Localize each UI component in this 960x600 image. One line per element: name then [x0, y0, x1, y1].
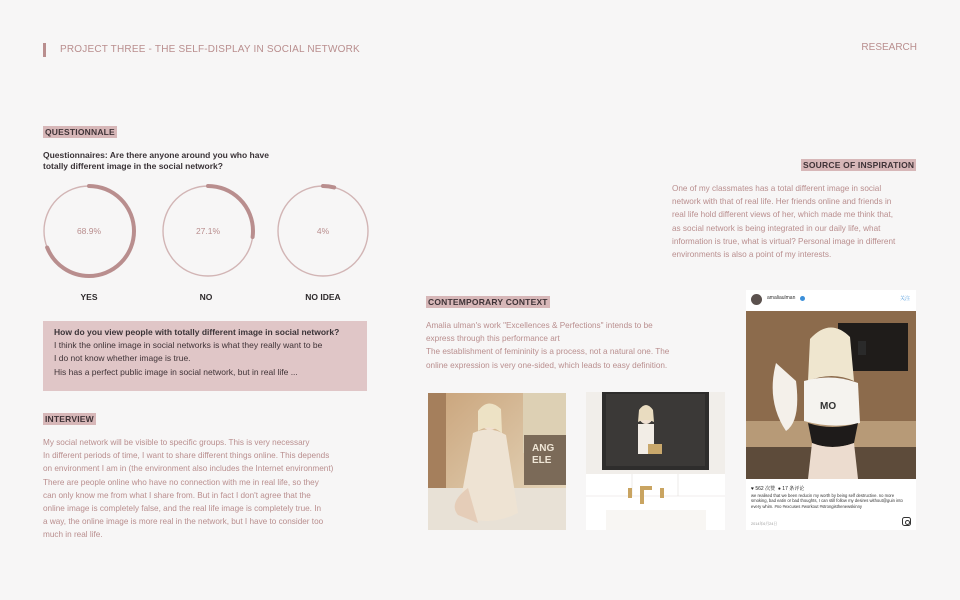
inspiration-line: information is true, what is virtual? Personal image in different — [672, 236, 896, 246]
interview-line: can only know me from what I share from. But in fact I don't agree that the — [43, 490, 311, 500]
inspiration-line: One of my classmates has a total different image in social — [672, 184, 882, 193]
ring-percent-no: 27.1% — [195, 226, 221, 236]
context-tag: CONTEMPORARY CONTEXT — [428, 297, 548, 307]
inspiration-line: environments is also a point of my interests. — [672, 250, 832, 260]
context-line: express through this performance art — [426, 334, 560, 344]
ring-percent-no-idea: 4% — [316, 226, 330, 236]
interview-line: There are people online who have no connection with me in real life, so they — [43, 477, 319, 487]
ring-label-yes: YES — [80, 292, 98, 302]
questionnaire-question — [43, 150, 303, 172]
inspiration-line: as social network is being integrated in our daily life, what — [672, 223, 881, 233]
interview-line: online image is completely false, and the real life image is completely true. In — [43, 504, 322, 514]
context-text — [426, 319, 726, 372]
svg-text:ELE: ELE — [532, 455, 552, 466]
post-username[interactable]: amaliaulman — [767, 295, 796, 301]
post-header — [746, 290, 916, 310]
comments-count: 17 条评论 — [782, 486, 805, 492]
svg-text:MO: MO — [820, 401, 837, 412]
interview-line: much in real life. — [43, 530, 103, 540]
comment-icon[interactable]: ● — [777, 486, 781, 492]
avatar[interactable] — [751, 294, 762, 305]
interview-line: My social network will be visible to specific groups. This is very necessary — [43, 438, 310, 447]
inspiration-line: real life hold different views of her, which made me think that, — [672, 210, 894, 220]
likes-count: 562 次赞 — [755, 486, 776, 492]
ring-label-no: NO — [199, 292, 213, 302]
interview-line: on environment I am in (the environment also includes the Internet environment) — [43, 464, 334, 474]
instagram-icon[interactable] — [902, 517, 911, 526]
interview-line: In different periods of time, I want to share different things online. This depends — [43, 451, 330, 461]
interview-text — [43, 436, 373, 542]
opinion-box — [43, 321, 367, 391]
ring-chart-no-idea — [276, 184, 370, 278]
ring-chart-yes — [42, 184, 136, 278]
context-line: Amalia ulman's work "Excellences & Perfections" intends to be — [426, 321, 653, 330]
photo-bedroom — [428, 393, 566, 530]
inspiration-line: network with that of real life. Her friends online and friends in — [672, 197, 892, 207]
post-photo — [746, 311, 916, 479]
post-stats — [751, 485, 804, 492]
ring-chart-no — [161, 184, 255, 278]
post-caption: we realised that we been reducin my worth by being self destructive. no more smoking, bad eatin or bad thoughts, I can still follow my desires without@guin into every whim. #no #excuses #workout #strongisthenewskinny — [751, 493, 903, 509]
opinion-answer: His has a perfect public image in social network, but in real life ... — [54, 367, 298, 377]
context-line: online expression is very one-sided, which leads to easy definition. — [426, 360, 668, 370]
opinion-answer: I think the online image in social networks is what they really want to be — [54, 340, 323, 350]
ring-percent-yes: 68.9% — [76, 226, 102, 236]
page-title: PROJECT THREE - THE SELF-DISPLAY IN SOCIAL NETWORK — [60, 44, 360, 55]
heart-icon[interactable]: ♥ — [751, 486, 754, 492]
section-label: RESEARCH — [861, 42, 917, 53]
inspiration-tag: SOURCE OF INSPIRATION — [803, 160, 915, 170]
question-line: Questionnaires: Are there anyone around you who have — [43, 150, 269, 160]
header-accent-bar — [43, 43, 46, 57]
instagram-post — [746, 290, 916, 530]
interview-tag: INTERVIEW — [45, 414, 94, 424]
svg-text:ANG: ANG — [532, 443, 555, 454]
ring-label-no-idea: NO IDEA — [305, 292, 341, 302]
context-line: The establishment of femininity is a process, not a natural one. The — [426, 347, 670, 357]
post-date: 2014年6月24日 — [751, 522, 778, 526]
interview-line: a way, the online image is more real in the network, but I have to consider too — [43, 517, 324, 527]
inspiration-text — [672, 182, 922, 261]
questionnaire-tag: QUESTIONNALE — [45, 127, 115, 137]
photo-bathroom — [586, 392, 725, 530]
verified-icon — [800, 296, 805, 301]
question-line: totally different image in the social network? — [43, 161, 223, 171]
follow-button[interactable]: 关注 — [899, 296, 910, 302]
opinion-question: How do you view people with totally different image in social network? — [54, 327, 340, 337]
opinion-answer: I do not know whether image is true. — [54, 353, 191, 363]
